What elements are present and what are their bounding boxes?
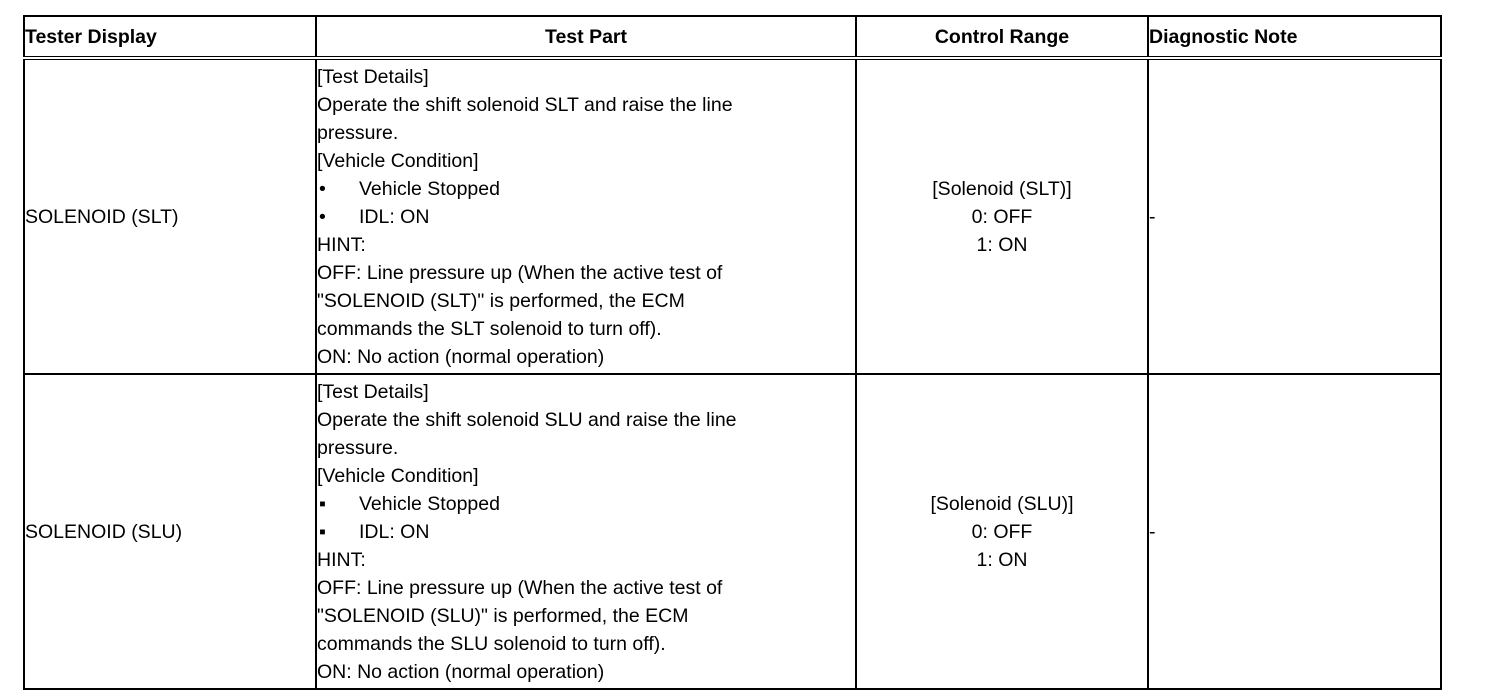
bullet-icon: ▪	[319, 492, 326, 515]
vehicle-condition-heading: [Vehicle Condition]	[317, 464, 479, 487]
table-header-row	[24, 16, 1441, 58]
test-details-heading: [Test Details]	[317, 65, 429, 88]
hint-line: "SOLENOID (SLT)" is performed, the ECM	[317, 289, 685, 312]
bullet-icon: ▪	[319, 520, 326, 543]
condition-item	[317, 490, 855, 518]
control-range-cell	[856, 58, 1148, 374]
condition-item	[317, 518, 855, 546]
hint-line: OFF: Line pressure up (When the active test of	[317, 261, 723, 284]
table-row	[24, 58, 1441, 374]
condition-item	[317, 203, 855, 231]
test-part-cell	[316, 58, 856, 374]
control-range-label: [Solenoid (SLT)]	[932, 177, 1072, 200]
control-range-value: 0: OFF	[971, 520, 1033, 543]
hint-line: OFF: Line pressure up (When the active test of	[317, 576, 723, 599]
hint-line: commands the SLU solenoid to turn off).	[317, 632, 666, 655]
condition-text: IDL: ON	[359, 205, 430, 228]
test-details-line: Operate the shift solenoid SLU and raise the line	[317, 408, 737, 431]
diagnostic-note-cell: -	[1148, 58, 1441, 374]
control-range-value: 1: ON	[976, 233, 1028, 256]
condition-text: Vehicle Stopped	[359, 177, 500, 200]
bullet-icon: •	[319, 205, 326, 228]
condition-text: IDL: ON	[359, 520, 430, 543]
tester-display-cell: SOLENOID (SLU)	[24, 374, 316, 689]
table-row	[24, 374, 1441, 689]
control-range-value: 0: OFF	[971, 205, 1033, 228]
condition-text: Vehicle Stopped	[359, 492, 500, 515]
hint-line: ON: No action (normal operation)	[317, 660, 605, 683]
condition-item	[317, 175, 855, 203]
header-diagnostic-note: Diagnostic Note	[1148, 16, 1441, 58]
header-tester-display: Tester Display	[24, 16, 316, 58]
hint-heading: HINT:	[317, 548, 366, 571]
test-details-line: pressure.	[317, 121, 399, 144]
bullet-icon: •	[319, 177, 326, 200]
hint-line: "SOLENOID (SLU)" is performed, the ECM	[317, 604, 689, 627]
test-details-heading: [Test Details]	[317, 380, 429, 403]
hint-line: commands the SLT solenoid to turn off).	[317, 317, 662, 340]
test-part-cell	[316, 374, 856, 689]
control-range-cell	[856, 374, 1148, 689]
diagnostic-note-cell: -	[1148, 374, 1441, 689]
hint-line: ON: No action (normal operation)	[317, 345, 605, 368]
test-details-line: Operate the shift solenoid SLT and raise the line	[317, 93, 733, 116]
tester-display-cell: SOLENOID (SLT)	[24, 58, 316, 374]
test-details-line: pressure.	[317, 436, 399, 459]
vehicle-condition-heading: [Vehicle Condition]	[317, 149, 479, 172]
header-control-range: Control Range	[856, 16, 1148, 58]
header-test-part: Test Part	[316, 16, 856, 58]
hint-heading: HINT:	[317, 233, 366, 256]
control-range-label: [Solenoid (SLU)]	[930, 492, 1074, 515]
control-range-value: 1: ON	[976, 548, 1028, 571]
active-test-table	[23, 15, 1442, 690]
